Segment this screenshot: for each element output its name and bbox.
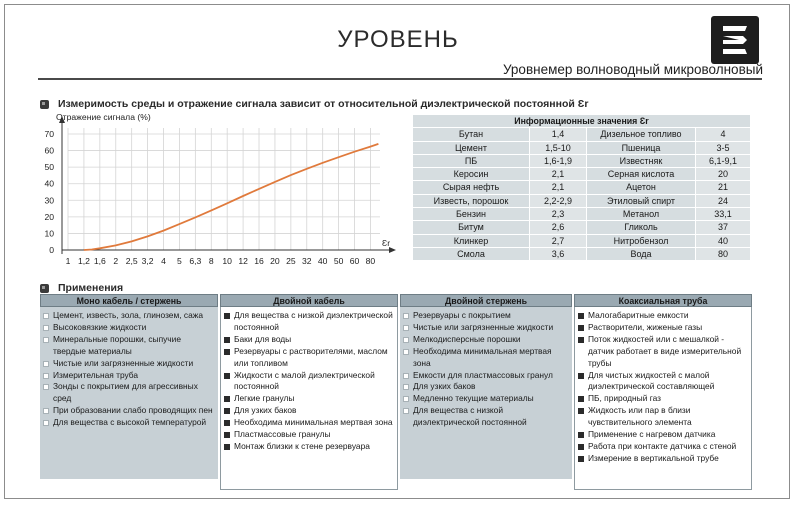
- x-tick-label: 25: [286, 256, 296, 266]
- medium-name-cell: Сырая нефть: [413, 181, 529, 193]
- info-table-row: [413, 142, 750, 154]
- applications-heading: [40, 282, 123, 294]
- y-tick-label: 40: [44, 178, 54, 189]
- application-item-text: Для вещества с высокой температурой: [53, 417, 207, 428]
- column-header: Коаксиальная труба: [574, 294, 752, 307]
- er-value-cell: 4: [696, 128, 750, 140]
- medium-name-cell: Битум: [413, 221, 529, 233]
- application-item-text: Чистые или загрязненные жидкости: [413, 321, 554, 332]
- checkbox-bullet-icon: [224, 373, 230, 379]
- medium-name-cell: Клинкер: [413, 235, 529, 247]
- header-divider: [38, 78, 762, 80]
- er-value-cell: 33,1: [696, 208, 750, 220]
- er-value-cell: 1,6-1,9: [530, 155, 586, 167]
- checkbox-bullet-icon: [43, 408, 49, 414]
- plot-area: [68, 128, 380, 250]
- application-item: [578, 322, 749, 334]
- application-item: [224, 346, 395, 370]
- medium-name-cell: Смола: [413, 248, 529, 260]
- checkbox-bullet-icon: [224, 408, 230, 414]
- checkbox-bullet-icon: [224, 349, 230, 355]
- application-item: [403, 381, 570, 393]
- x-tick-label: 3,2: [141, 256, 154, 266]
- medium-name-cell: Известняк: [587, 155, 695, 167]
- x-tick-label: 5: [177, 256, 182, 266]
- application-item-text: При образовании слабо проводящих пен: [53, 405, 213, 416]
- logo-icon: [711, 16, 759, 64]
- er-value-cell: 20: [696, 168, 750, 180]
- y-tick-label: 50: [44, 162, 54, 173]
- x-tick-label: 1,6: [93, 256, 106, 266]
- checkbox-bullet-icon: [403, 313, 409, 319]
- er-value-cell: 2,1: [530, 168, 586, 180]
- x-tick-label: 6,3: [189, 256, 202, 266]
- checkbox-bullet-icon: [403, 349, 409, 355]
- x-tick-label: 10: [222, 256, 232, 266]
- application-item: [43, 310, 216, 322]
- x-tick-label: 50: [333, 256, 344, 266]
- checkbox-bullet-icon: [403, 325, 409, 331]
- checkbox-bullet-icon: [578, 313, 584, 319]
- y-tick-label: 0: [49, 245, 54, 255]
- application-item-text: Необходима минимальная мертвая зона: [413, 345, 552, 368]
- application-item-text: Минеральные порошки, сыпучие твердые материалы: [53, 333, 181, 356]
- er-value-cell: 21: [696, 181, 750, 193]
- application-item: [43, 322, 216, 334]
- medium-name-cell: Нитробензол: [587, 235, 695, 247]
- er-value-cell: 6,1-9,1: [696, 155, 750, 167]
- application-item: [578, 429, 749, 441]
- x-tick-label: 60: [349, 256, 360, 266]
- checkbox-bullet-icon: [578, 396, 584, 402]
- application-item-text: Легкие гранулы: [234, 393, 295, 404]
- application-item: [403, 370, 570, 382]
- checkbox-bullet-icon: [403, 396, 409, 402]
- info-table-row: [413, 155, 750, 167]
- application-item: [403, 310, 570, 322]
- medium-name-cell: ПБ: [413, 155, 529, 167]
- application-item-text: Для узких баков: [234, 405, 297, 416]
- application-item: [224, 370, 395, 394]
- info-table-row: [413, 195, 750, 207]
- x-tick-label: 32: [301, 256, 312, 266]
- medium-name-cell: Этиловый спирт: [587, 195, 695, 207]
- medium-name-cell: Серная кислота: [587, 168, 695, 180]
- x-tick-label: 1,2: [77, 256, 90, 266]
- er-value-cell: 2,2-2,9: [530, 195, 586, 207]
- medium-name-cell: Бутан: [413, 128, 529, 140]
- application-item-text: Для узких баков: [413, 381, 476, 392]
- column-mono-cable: [40, 294, 218, 490]
- column-coaxial: [574, 294, 752, 490]
- application-item: [224, 393, 395, 405]
- checkbox-bullet-icon: [578, 373, 584, 379]
- er-value-cell: 37: [696, 221, 750, 233]
- column-header: Моно кабель / стержень: [40, 294, 218, 307]
- application-item: [403, 334, 570, 346]
- checkbox-bullet-icon: [43, 325, 49, 331]
- medium-name-cell: Известь, порошок: [413, 195, 529, 207]
- application-item: [224, 405, 395, 417]
- application-item-text: Измерительная труба: [53, 369, 139, 380]
- info-table-row: [413, 181, 750, 193]
- y-axis-label: Отражение сигнала (%): [56, 112, 151, 122]
- checkbox-bullet-icon: [578, 325, 584, 331]
- y-tick-label: 10: [44, 228, 54, 239]
- page-subtitle: Уровнемер волноводный микроволновый: [502, 62, 763, 77]
- application-item-text: Медленно текущие материалы: [413, 393, 534, 404]
- column-body: [574, 307, 752, 490]
- checkbox-bullet-icon: [403, 337, 409, 343]
- medium-name-cell: Бензин: [413, 208, 529, 220]
- application-item: [578, 393, 749, 405]
- chart-section-heading-text: Измеримость среды и отражение сигнала зависит от относительной диэлектрической постоянной Ɛr: [58, 98, 589, 110]
- application-item: [224, 441, 395, 453]
- er-value-cell: 2,7: [530, 235, 586, 247]
- application-item: [578, 334, 749, 370]
- application-item-text: Растворители, жиженые газы: [588, 321, 703, 332]
- y-tick-label: 70: [44, 129, 54, 139]
- application-item-text: Для чистых жидкостей с малой диэлектрической составляющей: [588, 369, 715, 392]
- medium-name-cell: Вода: [587, 248, 695, 260]
- x-tick-label: 80: [365, 256, 376, 266]
- er-value-cell: 80: [696, 248, 750, 260]
- column-body: [40, 307, 218, 479]
- x-tick-label: 8: [208, 256, 214, 266]
- x-tick-label: 12: [238, 256, 248, 266]
- checkbox-bullet-icon: [43, 420, 49, 426]
- application-item-text: Малогабаритные емкости: [588, 310, 689, 320]
- application-item-text: Жидкость или пар в близи чувствительного элемента: [588, 405, 692, 428]
- x-tick-label: 40: [317, 256, 328, 266]
- info-table-heading: Информационные значения Ɛr: [413, 115, 750, 127]
- checkbox-bullet-icon: [224, 396, 230, 402]
- checkbox-bullet-icon: [578, 456, 584, 462]
- checkbox-bullet-icon: [578, 408, 584, 414]
- x-tick-label: 20: [270, 256, 280, 266]
- er-value-cell: 3,6: [530, 248, 586, 260]
- info-table-row: [413, 168, 750, 180]
- checkbox-bullet-icon: [224, 420, 230, 426]
- application-item-text: Зонды с покрытием для агрессивных сред: [53, 381, 198, 404]
- checkbox-bullet-icon: [224, 444, 230, 450]
- er-value-cell: 40: [696, 235, 750, 247]
- er-value-cell: 1,4: [530, 128, 586, 140]
- checkbox-bullet-icon: [224, 337, 230, 343]
- checkbox-bullet-icon: [43, 373, 49, 379]
- checkbox-bullet-icon: [43, 337, 49, 343]
- application-item-text: Жидкости с малой диэлектрической постоянной: [234, 369, 375, 392]
- medium-name-cell: Дизельное топливо: [587, 128, 695, 140]
- brand-logo: [711, 16, 759, 64]
- application-item-text: Монтаж близки к стене резервуара: [234, 440, 370, 451]
- info-table-row: [413, 221, 750, 233]
- checkbox-bullet-icon: [43, 313, 49, 319]
- application-item: [43, 381, 216, 405]
- application-item-text: ПБ, природный газ: [588, 393, 661, 404]
- application-item-text: Резервуары с растворителями, маслом или топливом: [234, 345, 388, 368]
- er-value-cell: 2,1: [530, 181, 586, 193]
- info-table: [412, 114, 751, 261]
- info-table-row: [413, 235, 750, 247]
- application-item: [43, 358, 216, 370]
- section-bullet-icon: [40, 284, 49, 293]
- x-tick-label: 4: [161, 256, 166, 266]
- medium-name-cell: Пшеница: [587, 142, 695, 154]
- checkbox-bullet-icon: [578, 444, 584, 450]
- checkbox-bullet-icon: [403, 373, 409, 379]
- x-tick-label: 16: [254, 256, 264, 266]
- medium-name-cell: Ацетон: [587, 181, 695, 193]
- application-item: [224, 334, 395, 346]
- checkbox-bullet-icon: [578, 337, 584, 343]
- application-item: [224, 417, 395, 429]
- column-twin-rod: [400, 294, 572, 490]
- application-item-text: Чистые или загрязненные жидкости: [53, 357, 194, 368]
- checkbox-bullet-icon: [43, 361, 49, 367]
- info-table-row: [413, 128, 750, 140]
- application-item-text: Поток жидкостей или с мешалкой - датчик работает в виде измерительной трубы: [588, 333, 742, 368]
- application-item: [578, 310, 749, 322]
- application-item: [578, 441, 749, 453]
- application-item-text: Для вещества с низкой диэлектрической постоянной: [413, 405, 527, 428]
- info-table-row: [413, 208, 750, 220]
- applications-columns: [40, 294, 754, 490]
- application-item-text: Применение с нагревом датчика: [588, 429, 716, 440]
- application-item: [43, 370, 216, 382]
- application-item-text: Резервуары с покрытием: [413, 310, 511, 320]
- checkbox-bullet-icon: [403, 408, 409, 414]
- er-value-cell: 24: [696, 195, 750, 207]
- applications-heading-text: Применения: [58, 282, 124, 294]
- application-item: [43, 334, 216, 358]
- application-item: [403, 322, 570, 334]
- y-tick-label: 20: [44, 211, 54, 222]
- application-item-text: Пластмассовые гранулы: [234, 429, 331, 440]
- checkbox-bullet-icon: [43, 384, 49, 390]
- application-item: [578, 453, 749, 465]
- medium-name-cell: Цемент: [413, 142, 529, 154]
- er-value-cell: 1,5-10: [530, 142, 586, 154]
- column-body: [220, 307, 398, 490]
- medium-name-cell: Метанол: [587, 208, 695, 220]
- application-item: [403, 346, 570, 370]
- reflection-chart: [28, 108, 440, 268]
- application-item: [403, 393, 570, 405]
- er-value-cell: 3-5: [696, 142, 750, 154]
- application-item-text: Для вещества с низкой диэлектрической постоянной: [234, 310, 393, 332]
- column-body: [400, 307, 572, 479]
- application-item-text: Емкости для пластмассовых гранул: [413, 369, 553, 380]
- checkbox-bullet-icon: [578, 432, 584, 438]
- x-tick-label: 2,5: [125, 256, 138, 266]
- application-item: [578, 370, 749, 394]
- y-tick-label: 30: [44, 195, 54, 206]
- y-tick-label: 60: [44, 145, 54, 156]
- application-item: [43, 417, 216, 429]
- application-item-text: Измерение в вертикальной трубе: [588, 452, 719, 463]
- medium-name-cell: Керосин: [413, 168, 529, 180]
- x-tick-label: 1: [65, 256, 71, 266]
- page-title: УРОВЕНЬ: [337, 26, 459, 53]
- column-header: Двойной стержень: [400, 294, 572, 307]
- medium-name-cell: Гликоль: [587, 221, 695, 233]
- x-axis-label: Ɛr: [382, 238, 391, 248]
- er-value-cell: 2,6: [530, 221, 586, 233]
- application-item-text: Мелкодисперсные порошки: [413, 333, 521, 344]
- column-twin-cable: [220, 294, 398, 490]
- application-item: [224, 429, 395, 441]
- er-value-cell: 2,3: [530, 208, 586, 220]
- application-item: [224, 310, 395, 334]
- application-item-text: Баки для воды: [234, 333, 292, 344]
- x-tick-label: 2: [113, 256, 119, 266]
- column-header: Двойной кабель: [220, 294, 398, 307]
- application-item: [578, 405, 749, 429]
- application-item-text: Работа при контакте датчика с стеной: [588, 440, 737, 451]
- info-table-row: [413, 248, 750, 260]
- application-item-text: Необходима минимальная мертвая зона: [234, 417, 393, 428]
- checkbox-bullet-icon: [224, 313, 230, 319]
- application-item: [43, 405, 216, 417]
- checkbox-bullet-icon: [403, 384, 409, 390]
- application-item-text: Цемент, известь, зола, глинозем, сажа: [53, 310, 203, 320]
- application-item: [403, 405, 570, 429]
- application-item-text: Высоковязкие жидкости: [53, 321, 147, 332]
- checkbox-bullet-icon: [224, 432, 230, 438]
